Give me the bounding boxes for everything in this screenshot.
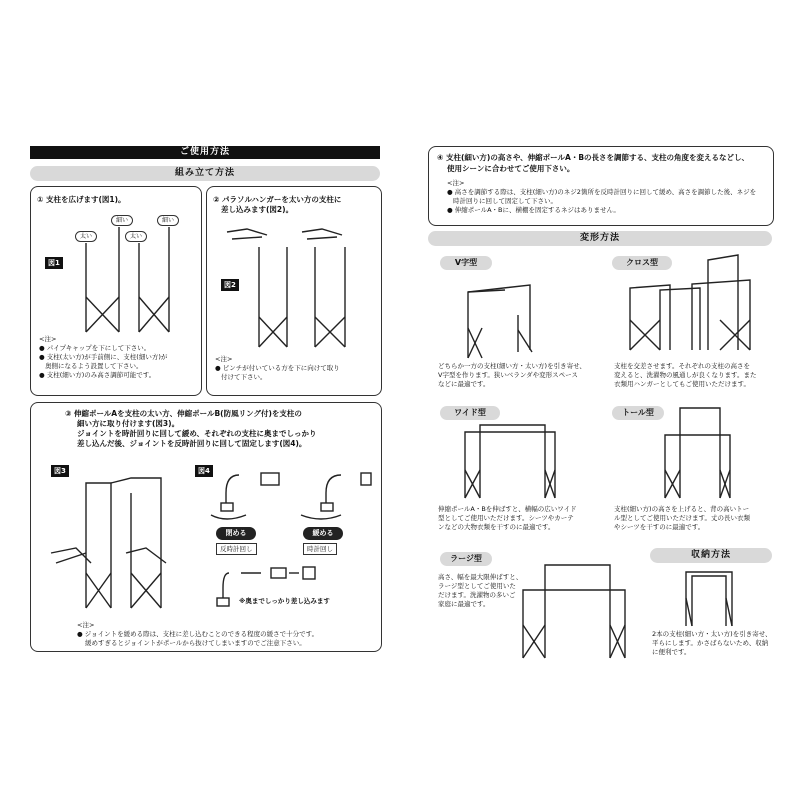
- step4-note-head: <注>: [447, 179, 465, 187]
- close-direction: 反時計回し: [216, 543, 257, 555]
- step1-box: [30, 186, 202, 396]
- transform-title: 変形方法: [428, 231, 772, 246]
- step4-note: ● 高さを調節する際は、支柱(細い方)のネジ2箇所を反時計回りに回して緩め、高さを調節した後、ネジを: [447, 188, 757, 196]
- large-type-label: ラージ型: [440, 552, 492, 566]
- step1-heading: ① 支柱を広げます(図1)。: [37, 195, 126, 204]
- step3-heading-4: 差し込んだ後、ジョイントを反時計回りに回して固定します(図4)。: [77, 439, 307, 448]
- storage-drawing: [682, 568, 742, 628]
- assembly-title: 組み立て方法: [30, 166, 380, 181]
- close-label: 閉める: [216, 527, 256, 540]
- step2-note: ● ピンチが付いている方を下に向けて取り: [215, 364, 340, 372]
- step1-note: ● パイプキャップを下にして下さい。: [39, 344, 151, 352]
- tag-thin: 細い: [111, 215, 133, 226]
- step2-heading-2: 差し込みます(図2)。: [221, 205, 294, 214]
- tag-thin: 細い: [157, 215, 179, 226]
- step1-note: 奥側になるよう設置して下さい。: [45, 362, 143, 370]
- step2-box: [206, 186, 382, 396]
- loosen-label: 緩める: [303, 527, 343, 540]
- large-type-drawing: [515, 560, 630, 660]
- cross-type-drawing: [620, 250, 760, 360]
- v-type-label: V字型: [440, 256, 492, 270]
- v-type-text: V字型を作ります。狭いベランダや変形スペース: [438, 371, 578, 379]
- wide-type-text: 伸縮ポールA・Bを伸ばすと、横幅の広いワイド: [438, 505, 577, 513]
- step4-heading: ④ 支柱(細い方)の高さや、伸縮ポールA・Bの長さを調節する、支柱の角度を変えるなどし、: [437, 153, 750, 162]
- fig4-label: 図4: [195, 465, 213, 477]
- step3-heading-3: ジョイントを時計回りに回して緩め、それぞれの支柱に奥までしっかり: [77, 429, 317, 438]
- step1-note: ● 支柱(太い方)が手前側に、支柱(細い方)が: [39, 353, 168, 361]
- v-type-text: などに最適です。: [438, 380, 490, 388]
- large-type-text: 家庭に最適です。: [438, 600, 490, 608]
- cross-type-text: 衣類用ハンガーとしてもご使用いただけます。: [614, 380, 750, 388]
- fig3-label: 図3: [51, 465, 69, 477]
- tall-type-text: 支柱(細い方)の高さを上げると、背の高いトー: [614, 505, 750, 513]
- wide-type-text: 型としてご使用いただけます。シーツやカーテ: [438, 514, 574, 522]
- v-type-drawing: [460, 280, 540, 360]
- tag-thick: 太い: [125, 231, 147, 242]
- step1-note-head: <注>: [39, 335, 57, 343]
- fig1-label: 図1: [45, 257, 63, 269]
- v-type-text: どちらか一方の支柱(細い方・太い方)を引き寄せ、: [438, 362, 586, 370]
- tall-type-text: ル型としてご使用いただけます。丈の長い衣類: [614, 514, 750, 522]
- step3-note-head: <注>: [77, 621, 95, 629]
- step2-note: 付けて下さい。: [221, 373, 267, 381]
- wide-type-drawing: [455, 420, 565, 500]
- step4-heading-2: 使用シーンに合わせてご使用下さい。: [447, 164, 575, 173]
- step4-note: ● 伸縮ポールA・Bに、横棚を固定するネジはありません。: [447, 206, 620, 214]
- step3-note: 緩めすぎるとジョイントがポールから抜けてしまいますのでご注意下さい。: [85, 639, 306, 647]
- fig2-label: 図2: [221, 279, 239, 291]
- tall-type-drawing: [655, 400, 745, 500]
- step3-heading: ③ 伸縮ポールAを支柱の太い方、伸縮ポールB(防風リング付)を支柱の: [65, 409, 302, 418]
- storage-text: 平らにします。かさばらないため、収納: [652, 639, 769, 647]
- insert-note: ※奥までしっかり差し込みます: [239, 597, 330, 605]
- usage-title-bar: ご使用方法: [30, 146, 380, 159]
- cross-type-text: 支柱を交差させます。それぞれの支柱の高さを: [614, 362, 750, 370]
- step3-note: ● ジョイントを緩める際は、支柱に差し込むことのできる程度の緩さで十分です。: [77, 630, 319, 638]
- step1-note: ● 支柱(細い方)のみ高さ調節可能です。: [39, 371, 156, 379]
- wide-type-text: ンなどの大物衣類を干すのに最適です。: [438, 523, 555, 531]
- tag-thick: 太い: [75, 231, 97, 242]
- cross-type-label: クロス型: [612, 256, 672, 270]
- step3-heading-2: 細い方に取り付けます(図3)。: [77, 419, 180, 428]
- tall-type-label: トール型: [612, 406, 664, 420]
- storage-text: 2本の支柱(細い方・太い方)を引き寄せ、: [652, 630, 772, 638]
- storage-title: 収納方法: [650, 548, 772, 563]
- step4-note: 時計回りに回して固定して下さい。: [453, 197, 557, 205]
- loosen-direction: 時計回し: [303, 543, 337, 555]
- step3-box: [30, 402, 382, 652]
- cross-type-text: 変えると、洗濯物の風通しが良くなります。また: [614, 371, 757, 379]
- wide-type-label: ワイド型: [440, 406, 500, 420]
- large-type-text: ラージ型としてご使用いた: [438, 582, 516, 590]
- step2-heading: ② パラソルハンガーを太い方の支柱に: [213, 195, 342, 204]
- large-type-text: だけます。洗濯物の多いご: [438, 591, 516, 599]
- step4-box: [428, 146, 774, 226]
- tall-type-text: やシーツを干すのに最適です。: [614, 523, 705, 531]
- large-type-text: 高さ、幅を最大限伸ばすと、: [438, 573, 523, 581]
- storage-text: に便利です。: [652, 648, 691, 656]
- step2-note-head: <注>: [215, 355, 233, 363]
